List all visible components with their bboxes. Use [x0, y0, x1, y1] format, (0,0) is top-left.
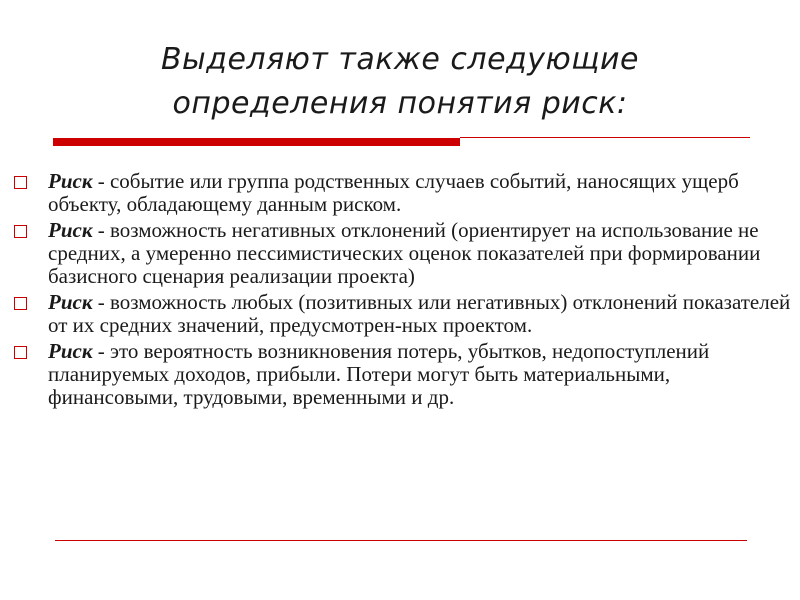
slide-title-line-1: Выделяют также следующие	[160, 42, 640, 77]
definition-item	[14, 170, 794, 216]
definition-text: - событие или группа родственных случаев событий, наносящих ущерб объекту, обладающему данным риском.	[48, 169, 739, 216]
definition-text: - возможность негативных отклонений (ориентирует на использование не средних, а умеренно пессимистических оценок показателей при формировании базисного сценария реализации проекта)	[48, 218, 761, 288]
square-bullet-icon	[14, 346, 27, 359]
square-bullet-icon	[14, 176, 27, 189]
definition-term: Риск	[48, 218, 93, 242]
slide-title-line-2: определения понятия риск:	[172, 86, 628, 121]
definition-list	[14, 170, 794, 412]
definition-item	[14, 291, 794, 337]
footer-rule	[55, 540, 747, 541]
definition-text: - возможность любых (позитивных или негативных) отклонений показателей от их средних значений, предусмотрен-ных проектом.	[48, 290, 791, 337]
square-bullet-icon	[14, 297, 27, 310]
definition-term: Риск	[48, 339, 93, 363]
slide-title	[60, 38, 740, 126]
definition-text: - это вероятность возникновения потерь, убытков, недопоступлений планируемых доходов, прибыли. Потери могут быть материальными, финансовыми, трудовыми, временными и др.	[48, 339, 710, 409]
definition-item	[14, 340, 794, 409]
definition-item	[14, 219, 794, 288]
square-bullet-icon	[14, 225, 27, 238]
definition-term: Риск	[48, 169, 93, 193]
title-underline-thin	[460, 137, 750, 138]
title-underline-thick	[53, 138, 460, 146]
definition-term: Риск	[48, 290, 93, 314]
